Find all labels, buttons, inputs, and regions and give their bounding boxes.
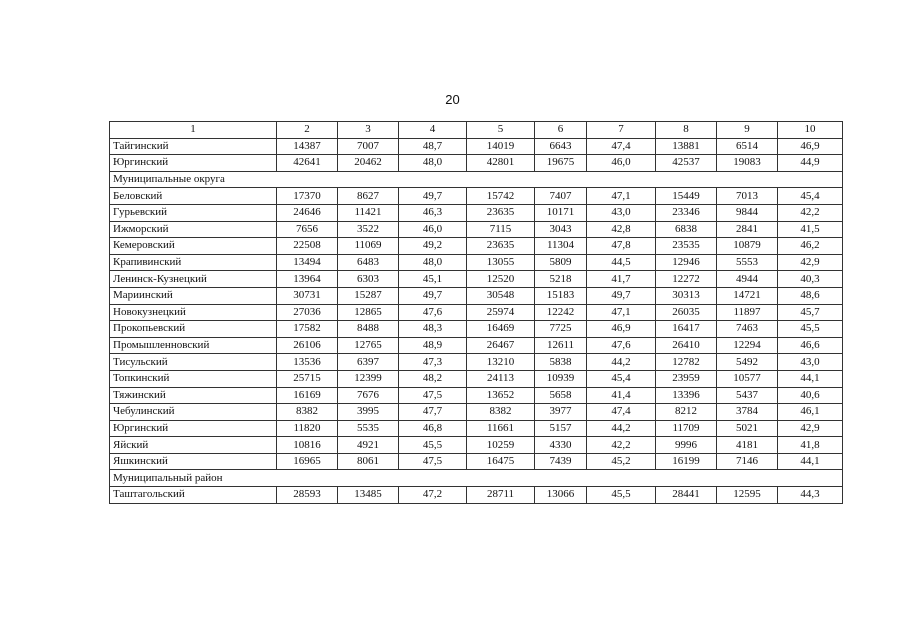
table-cell: 11421 <box>338 204 399 221</box>
table-cell: 44,2 <box>587 354 656 371</box>
table-cell: 47,6 <box>587 337 656 354</box>
table-cell: 46,9 <box>587 321 656 338</box>
table-cell: 46,0 <box>399 221 467 238</box>
table-cell: 5553 <box>717 254 778 271</box>
table-cell: 6514 <box>717 138 778 155</box>
table-cell: 11709 <box>656 420 717 437</box>
table-cell: 7013 <box>717 188 778 205</box>
column-header: 1 <box>110 122 277 139</box>
section-row <box>110 171 843 188</box>
table-cell: 8488 <box>338 321 399 338</box>
table-cell: 48,9 <box>399 337 467 354</box>
table-cell: 48,2 <box>399 370 467 387</box>
table-cell: 17582 <box>277 321 338 338</box>
table-cell: 4330 <box>535 437 587 454</box>
table-cell: 28711 <box>467 487 535 504</box>
municipality-name: Яйский <box>110 437 277 454</box>
municipality-name: Таштагольский <box>110 487 277 504</box>
table-cell: 12242 <box>535 304 587 321</box>
municipality-name: Гурьевский <box>110 204 277 221</box>
table-cell: 41,4 <box>587 387 656 404</box>
table-cell: 47,6 <box>399 304 467 321</box>
table-cell: 23635 <box>467 238 535 255</box>
table-cell: 47,1 <box>587 188 656 205</box>
table-row <box>110 204 843 221</box>
table-cell: 3977 <box>535 404 587 421</box>
table-header-row <box>110 122 843 139</box>
table-cell: 16199 <box>656 453 717 470</box>
section-label: Муниципальный район <box>110 470 843 487</box>
table-cell: 23346 <box>656 204 717 221</box>
table-cell: 46,8 <box>399 420 467 437</box>
table-row <box>110 138 843 155</box>
table-cell: 13964 <box>277 271 338 288</box>
table-cell: 5535 <box>338 420 399 437</box>
table-cell: 6483 <box>338 254 399 271</box>
municipality-name: Кемеровский <box>110 238 277 255</box>
table-cell: 44,2 <box>587 420 656 437</box>
table-cell: 13396 <box>656 387 717 404</box>
municipality-name: Топкинский <box>110 370 277 387</box>
column-header: 4 <box>399 122 467 139</box>
table-row <box>110 387 843 404</box>
table-cell: 44,1 <box>778 453 843 470</box>
table-cell: 6397 <box>338 354 399 371</box>
table-cell: 46,3 <box>399 204 467 221</box>
table-row <box>110 437 843 454</box>
table-cell: 40,3 <box>778 271 843 288</box>
table-cell: 3522 <box>338 221 399 238</box>
municipality-name: Ижморский <box>110 221 277 238</box>
table-cell: 10259 <box>467 437 535 454</box>
table-cell: 46,1 <box>778 404 843 421</box>
page-number: 20 <box>445 92 460 107</box>
table-cell: 49,7 <box>399 287 467 304</box>
table-cell: 6838 <box>656 221 717 238</box>
municipality-name: Яшкинский <box>110 453 277 470</box>
table-cell: 12865 <box>338 304 399 321</box>
municipality-name: Прокопьевский <box>110 321 277 338</box>
table-cell: 45,7 <box>778 304 843 321</box>
table-cell: 47,4 <box>587 138 656 155</box>
table-cell: 47,1 <box>587 304 656 321</box>
table-cell: 3043 <box>535 221 587 238</box>
table-cell: 42641 <box>277 155 338 172</box>
table-cell: 26106 <box>277 337 338 354</box>
table-cell: 12399 <box>338 370 399 387</box>
table-row <box>110 420 843 437</box>
table-cell: 5437 <box>717 387 778 404</box>
table-cell: 14721 <box>717 287 778 304</box>
column-header: 5 <box>467 122 535 139</box>
table-cell: 11897 <box>717 304 778 321</box>
table-cell: 26467 <box>467 337 535 354</box>
table-cell: 15183 <box>535 287 587 304</box>
municipality-name: Чебулинский <box>110 404 277 421</box>
table-cell: 7656 <box>277 221 338 238</box>
table-cell: 30313 <box>656 287 717 304</box>
table-cell: 48,6 <box>778 287 843 304</box>
municipality-name: Крапивинский <box>110 254 277 271</box>
table-cell: 42537 <box>656 155 717 172</box>
table-cell: 12765 <box>338 337 399 354</box>
municipality-name: Юргинский <box>110 420 277 437</box>
table-cell: 8382 <box>277 404 338 421</box>
table-row <box>110 271 843 288</box>
table-cell: 45,4 <box>778 188 843 205</box>
table-cell: 23535 <box>656 238 717 255</box>
municipality-name: Мариинский <box>110 287 277 304</box>
table-cell: 45,5 <box>778 321 843 338</box>
section-row <box>110 470 843 487</box>
table-cell: 20462 <box>338 155 399 172</box>
table-cell: 16169 <box>277 387 338 404</box>
table-cell: 13881 <box>656 138 717 155</box>
table-cell: 47,5 <box>399 453 467 470</box>
table-cell: 16475 <box>467 453 535 470</box>
table-cell: 4181 <box>717 437 778 454</box>
table-cell: 11661 <box>467 420 535 437</box>
column-header: 6 <box>535 122 587 139</box>
table-cell: 43,0 <box>778 354 843 371</box>
municipality-name: Тяжинский <box>110 387 277 404</box>
table-cell: 11069 <box>338 238 399 255</box>
table-cell: 15449 <box>656 188 717 205</box>
table-cell: 14387 <box>277 138 338 155</box>
table-cell: 11820 <box>277 420 338 437</box>
table-cell: 12595 <box>717 487 778 504</box>
table-cell: 47,4 <box>587 404 656 421</box>
table-cell: 26035 <box>656 304 717 321</box>
table-cell: 7463 <box>717 321 778 338</box>
table-row <box>110 238 843 255</box>
table-cell: 3995 <box>338 404 399 421</box>
column-header: 2 <box>277 122 338 139</box>
table-row <box>110 221 843 238</box>
table-cell: 7146 <box>717 453 778 470</box>
table-cell: 30548 <box>467 287 535 304</box>
table-cell: 19675 <box>535 155 587 172</box>
table-cell: 7115 <box>467 221 535 238</box>
table-cell: 13066 <box>535 487 587 504</box>
table-cell: 10879 <box>717 238 778 255</box>
table-cell: 12782 <box>656 354 717 371</box>
table-cell: 10577 <box>717 370 778 387</box>
municipality-name: Ленинск-Кузнецкий <box>110 271 277 288</box>
table-cell: 47,7 <box>399 404 467 421</box>
table-cell: 24113 <box>467 370 535 387</box>
table-cell: 16469 <box>467 321 535 338</box>
table-cell: 30731 <box>277 287 338 304</box>
table-row <box>110 155 843 172</box>
column-header: 8 <box>656 122 717 139</box>
table-cell: 42,2 <box>587 437 656 454</box>
table-cell: 44,3 <box>778 487 843 504</box>
table-row <box>110 453 843 470</box>
table-cell: 12520 <box>467 271 535 288</box>
table-cell: 7407 <box>535 188 587 205</box>
table-cell: 15287 <box>338 287 399 304</box>
table-cell: 28593 <box>277 487 338 504</box>
table-cell: 7007 <box>338 138 399 155</box>
table-cell: 7725 <box>535 321 587 338</box>
table-cell: 40,6 <box>778 387 843 404</box>
table-cell: 44,1 <box>778 370 843 387</box>
table-cell: 6643 <box>535 138 587 155</box>
table-cell: 45,2 <box>587 453 656 470</box>
table-cell: 8382 <box>467 404 535 421</box>
table-cell: 47,3 <box>399 354 467 371</box>
municipality-name: Беловский <box>110 188 277 205</box>
table-cell: 41,8 <box>778 437 843 454</box>
column-header: 10 <box>778 122 843 139</box>
table-row <box>110 404 843 421</box>
table-cell: 43,0 <box>587 204 656 221</box>
table-row <box>110 287 843 304</box>
table-cell: 12611 <box>535 337 587 354</box>
table-cell: 6303 <box>338 271 399 288</box>
table-cell: 10171 <box>535 204 587 221</box>
section-label: Муниципальные округа <box>110 171 843 188</box>
table-cell: 49,7 <box>399 188 467 205</box>
table-cell: 5021 <box>717 420 778 437</box>
table-cell: 42,2 <box>778 204 843 221</box>
table-cell: 5809 <box>535 254 587 271</box>
table-cell: 23959 <box>656 370 717 387</box>
table-cell: 8061 <box>338 453 399 470</box>
table-cell: 9996 <box>656 437 717 454</box>
municipality-name: Тисульский <box>110 354 277 371</box>
table-row <box>110 354 843 371</box>
table-cell: 17370 <box>277 188 338 205</box>
table-cell: 9844 <box>717 204 778 221</box>
table-cell: 48,3 <box>399 321 467 338</box>
table-cell: 11304 <box>535 238 587 255</box>
municipality-name: Промышленновский <box>110 337 277 354</box>
table-row <box>110 487 843 504</box>
table-cell: 4921 <box>338 437 399 454</box>
table-cell: 46,2 <box>778 238 843 255</box>
table-cell: 48,0 <box>399 254 467 271</box>
table-cell: 42,8 <box>587 221 656 238</box>
table-cell: 44,9 <box>778 155 843 172</box>
table-cell: 27036 <box>277 304 338 321</box>
table-cell: 5838 <box>535 354 587 371</box>
municipality-name: Юргинский <box>110 155 277 172</box>
table-cell: 4944 <box>717 271 778 288</box>
table-cell: 46,9 <box>778 138 843 155</box>
table-cell: 13485 <box>338 487 399 504</box>
table-row <box>110 254 843 271</box>
table-cell: 19083 <box>717 155 778 172</box>
table-cell: 41,5 <box>778 221 843 238</box>
table-cell: 16965 <box>277 453 338 470</box>
table-cell: 47,5 <box>399 387 467 404</box>
table-cell: 47,8 <box>587 238 656 255</box>
table-cell: 12294 <box>717 337 778 354</box>
table-cell: 42801 <box>467 155 535 172</box>
statistics-table <box>109 121 843 504</box>
table-body <box>110 122 843 504</box>
table-cell: 44,5 <box>587 254 656 271</box>
table-cell: 25715 <box>277 370 338 387</box>
table-cell: 22508 <box>277 238 338 255</box>
table-cell: 16417 <box>656 321 717 338</box>
table-cell: 49,7 <box>587 287 656 304</box>
table-row <box>110 337 843 354</box>
table-cell: 12272 <box>656 271 717 288</box>
table-cell: 41,7 <box>587 271 656 288</box>
column-header: 7 <box>587 122 656 139</box>
table-cell: 45,5 <box>587 487 656 504</box>
table-cell: 8212 <box>656 404 717 421</box>
table-cell: 5492 <box>717 354 778 371</box>
table-cell: 2841 <box>717 221 778 238</box>
column-header: 3 <box>338 122 399 139</box>
table-cell: 5658 <box>535 387 587 404</box>
table-cell: 13494 <box>277 254 338 271</box>
table-cell: 46,0 <box>587 155 656 172</box>
table-cell: 49,2 <box>399 238 467 255</box>
table-cell: 7439 <box>535 453 587 470</box>
table-cell: 8627 <box>338 188 399 205</box>
table-cell: 12946 <box>656 254 717 271</box>
municipality-name: Тайгинский <box>110 138 277 155</box>
table-cell: 48,7 <box>399 138 467 155</box>
table-cell: 14019 <box>467 138 535 155</box>
table-cell: 45,5 <box>399 437 467 454</box>
table-cell: 13055 <box>467 254 535 271</box>
table-cell: 10939 <box>535 370 587 387</box>
table-cell: 28441 <box>656 487 717 504</box>
table-cell: 13652 <box>467 387 535 404</box>
table-cell: 42,9 <box>778 420 843 437</box>
municipality-name: Новокузнецкий <box>110 304 277 321</box>
table-row <box>110 321 843 338</box>
table-cell: 42,9 <box>778 254 843 271</box>
table-cell: 5218 <box>535 271 587 288</box>
table-cell: 25974 <box>467 304 535 321</box>
table-row <box>110 304 843 321</box>
column-header: 9 <box>717 122 778 139</box>
table-cell: 5157 <box>535 420 587 437</box>
table-cell: 46,6 <box>778 337 843 354</box>
table-cell: 23635 <box>467 204 535 221</box>
table-cell: 15742 <box>467 188 535 205</box>
table-cell: 3784 <box>717 404 778 421</box>
table-cell: 13536 <box>277 354 338 371</box>
table-row <box>110 370 843 387</box>
table-cell: 24646 <box>277 204 338 221</box>
table-cell: 13210 <box>467 354 535 371</box>
table-row <box>110 188 843 205</box>
table-cell: 45,1 <box>399 271 467 288</box>
table-cell: 48,0 <box>399 155 467 172</box>
table-cell: 45,4 <box>587 370 656 387</box>
table-cell: 10816 <box>277 437 338 454</box>
table-cell: 47,2 <box>399 487 467 504</box>
table-cell: 26410 <box>656 337 717 354</box>
table-cell: 7676 <box>338 387 399 404</box>
